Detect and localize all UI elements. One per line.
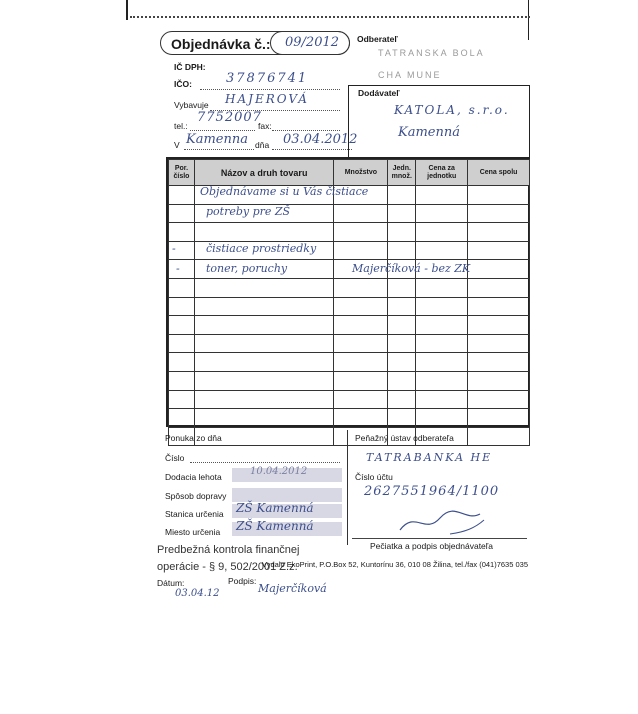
table-cell bbox=[416, 241, 468, 260]
table-cell bbox=[416, 353, 468, 372]
table-cell bbox=[416, 297, 468, 316]
table-cell bbox=[169, 278, 195, 297]
item-text-4: toner, poruchy bbox=[206, 262, 288, 275]
ico-value: 37876741 bbox=[226, 71, 309, 86]
table-cell bbox=[388, 390, 416, 409]
table-cell bbox=[334, 390, 388, 409]
table-cell bbox=[468, 223, 530, 242]
bank-value: TATRABANKA HE bbox=[366, 451, 493, 464]
table-cell bbox=[416, 186, 468, 205]
table-cell bbox=[416, 334, 468, 353]
table-cell bbox=[194, 297, 333, 316]
dodacia-value: 10.04.2012 bbox=[250, 466, 308, 477]
table-cell bbox=[468, 204, 530, 223]
table-cell bbox=[194, 223, 333, 242]
table-cell bbox=[468, 278, 530, 297]
v-label: V bbox=[174, 140, 180, 150]
table-cell bbox=[169, 260, 195, 279]
item-text-2: potreby pre ZŠ bbox=[206, 205, 291, 218]
table-cell bbox=[194, 409, 333, 428]
ico-underline bbox=[200, 89, 340, 90]
stanica-value: ZŠ Kamenná bbox=[236, 501, 314, 515]
dodavatel-label: Dodávateľ bbox=[358, 88, 400, 98]
table-cell bbox=[388, 278, 416, 297]
table-cell bbox=[169, 223, 195, 242]
table-cell bbox=[388, 334, 416, 353]
ico-label: IČO: bbox=[174, 79, 192, 89]
table-cell bbox=[416, 409, 468, 428]
table-cell bbox=[334, 241, 388, 260]
table-cell bbox=[468, 316, 530, 335]
table-cell bbox=[169, 409, 195, 428]
table-row bbox=[169, 390, 530, 409]
table-cell bbox=[468, 427, 530, 446]
table-cell bbox=[194, 334, 333, 353]
tel-value: 7752007 bbox=[197, 110, 262, 125]
table-cell bbox=[194, 390, 333, 409]
table-cell bbox=[169, 371, 195, 390]
ucet-value: 2627551964/1100 bbox=[364, 484, 500, 499]
miesto-label: Miesto určenia bbox=[165, 527, 221, 537]
table-cell bbox=[334, 204, 388, 223]
item-note-4: Majerčíková - bez ZK bbox=[352, 262, 471, 275]
dna-label: dňa bbox=[255, 140, 270, 150]
table-row bbox=[169, 223, 530, 242]
table-cell bbox=[169, 297, 195, 316]
table-header-row bbox=[169, 160, 530, 186]
table-cell bbox=[468, 297, 530, 316]
table-row bbox=[169, 334, 530, 353]
v-underline bbox=[184, 149, 254, 150]
sposob-label: Spôsob dopravy bbox=[165, 491, 227, 501]
tel-label: tel.: bbox=[174, 121, 188, 131]
odberatel-stamp-line2: CHA MUNE bbox=[378, 70, 442, 80]
item-dash-4: - bbox=[176, 262, 180, 275]
sheet-left-edge bbox=[126, 0, 128, 20]
dodacia-label: Dodacia lehota bbox=[165, 472, 222, 482]
table-cell bbox=[468, 409, 530, 428]
table-cell bbox=[468, 390, 530, 409]
table-cell bbox=[194, 316, 333, 335]
item-dash-3: - bbox=[172, 242, 176, 255]
table-cell bbox=[388, 409, 416, 428]
table-cell bbox=[416, 278, 468, 297]
dna-underline bbox=[272, 149, 352, 150]
table-cell bbox=[334, 297, 388, 316]
table-cell bbox=[169, 390, 195, 409]
table-cell bbox=[169, 204, 195, 223]
bank-label: Peňažný ústav odberateľa bbox=[355, 433, 454, 443]
footer-divider bbox=[347, 430, 348, 545]
table-cell bbox=[416, 371, 468, 390]
odberatel-stamp-line1: TATRANSKA BOLA bbox=[378, 48, 485, 58]
table-cell bbox=[416, 390, 468, 409]
table-cell bbox=[334, 223, 388, 242]
vybavuje-value: HAJEROVÁ bbox=[225, 92, 309, 106]
table-row bbox=[169, 316, 530, 335]
ponuka-label: Ponuka zo dňa bbox=[165, 433, 222, 443]
table-cell bbox=[388, 353, 416, 372]
table-row bbox=[169, 353, 530, 372]
table-cell bbox=[416, 223, 468, 242]
table-row bbox=[169, 297, 530, 316]
col-cena-jednotka: Cena za jednotku bbox=[416, 160, 468, 186]
vybavuje-label: Vybavuje bbox=[174, 100, 209, 110]
table-cell bbox=[468, 353, 530, 372]
kontrola-line2: operácie - § 9, 502/2001 Z.z. bbox=[157, 561, 298, 573]
items-table bbox=[168, 159, 530, 446]
item-text-1: Objednávame si u Vás čistiace bbox=[200, 185, 369, 198]
table-cell bbox=[468, 371, 530, 390]
fax-underline bbox=[272, 130, 340, 131]
table-cell bbox=[388, 204, 416, 223]
table-cell bbox=[194, 278, 333, 297]
table-cell bbox=[388, 371, 416, 390]
table-cell bbox=[334, 316, 388, 335]
tel-underline bbox=[190, 130, 255, 131]
signature-line bbox=[352, 538, 527, 539]
perforation-line bbox=[130, 16, 530, 18]
order-number: 09/2012 bbox=[285, 35, 340, 50]
table-cell bbox=[334, 334, 388, 353]
table-row bbox=[169, 278, 530, 297]
table-cell bbox=[334, 353, 388, 372]
cislo-underline bbox=[190, 462, 340, 463]
col-cena-spolu: Cena spolu bbox=[468, 160, 530, 186]
ico-dph-label: IČ DPH: bbox=[174, 62, 206, 72]
publisher-line: Vydalo EkoPrint, P.O.Box 52, Kuntorínu 36, 010 08 Žilina, tel./fax (041)7635 035 bbox=[262, 560, 529, 569]
table-row bbox=[169, 371, 530, 390]
stanica-label: Stanica určenia bbox=[165, 509, 224, 519]
signature-stamp-icon bbox=[380, 500, 490, 540]
sposob-field bbox=[232, 488, 342, 502]
table-cell bbox=[169, 186, 195, 205]
datum-label: Dátum: bbox=[157, 578, 185, 588]
table-cell bbox=[468, 334, 530, 353]
table-cell bbox=[334, 371, 388, 390]
table-cell bbox=[468, 241, 530, 260]
table-cell bbox=[468, 186, 530, 205]
table-cell bbox=[416, 316, 468, 335]
table-row bbox=[169, 409, 530, 428]
form-title-text: Objednávka č.: bbox=[171, 36, 271, 52]
dodavatel-city: Kamenná bbox=[398, 125, 460, 140]
table-cell bbox=[169, 334, 195, 353]
stamp-signature-label: Pečiatka a podpis objednávateľa bbox=[370, 541, 493, 551]
table-cell bbox=[169, 353, 195, 372]
table-cell bbox=[388, 223, 416, 242]
datum-value: 03.04.12 bbox=[175, 588, 220, 599]
podpis-value: Majerčíková bbox=[258, 582, 327, 595]
table-cell bbox=[334, 409, 388, 428]
date-value: 03.04.2012 bbox=[283, 132, 358, 147]
table-cell bbox=[169, 316, 195, 335]
table-cell bbox=[468, 260, 530, 279]
sheet-right-edge bbox=[528, 0, 529, 40]
table-cell bbox=[194, 371, 333, 390]
table-cell bbox=[194, 353, 333, 372]
ucet-label: Číslo účtu bbox=[355, 472, 393, 482]
podpis-label: Podpis: bbox=[228, 576, 257, 586]
kontrola-line1: Predbežná kontrola finančnej bbox=[157, 544, 300, 556]
col-mnozstvo: Množstvo bbox=[334, 160, 388, 186]
table-cell bbox=[416, 204, 468, 223]
item-text-3: čistiace prostriedky bbox=[206, 242, 317, 255]
table-cell bbox=[334, 278, 388, 297]
table-row bbox=[169, 427, 530, 446]
col-por-cislo: Por. číslo bbox=[169, 160, 195, 186]
v-value: Kamenna bbox=[186, 132, 248, 147]
table-cell bbox=[388, 186, 416, 205]
cislo-label: Číslo bbox=[165, 453, 185, 463]
odberatel-label: Odberateľ bbox=[357, 34, 398, 44]
fax-label: fax: bbox=[258, 121, 272, 131]
table-cell bbox=[388, 316, 416, 335]
col-jedn: Jedn. množ. bbox=[388, 160, 416, 186]
table-cell bbox=[388, 297, 416, 316]
table-cell bbox=[388, 241, 416, 260]
miesto-value: ZŠ Kamenná bbox=[236, 519, 314, 533]
dodavatel-name: KATOLA, s.r.o. bbox=[394, 103, 510, 117]
col-nazov: Názov a druh tovaru bbox=[194, 160, 333, 186]
